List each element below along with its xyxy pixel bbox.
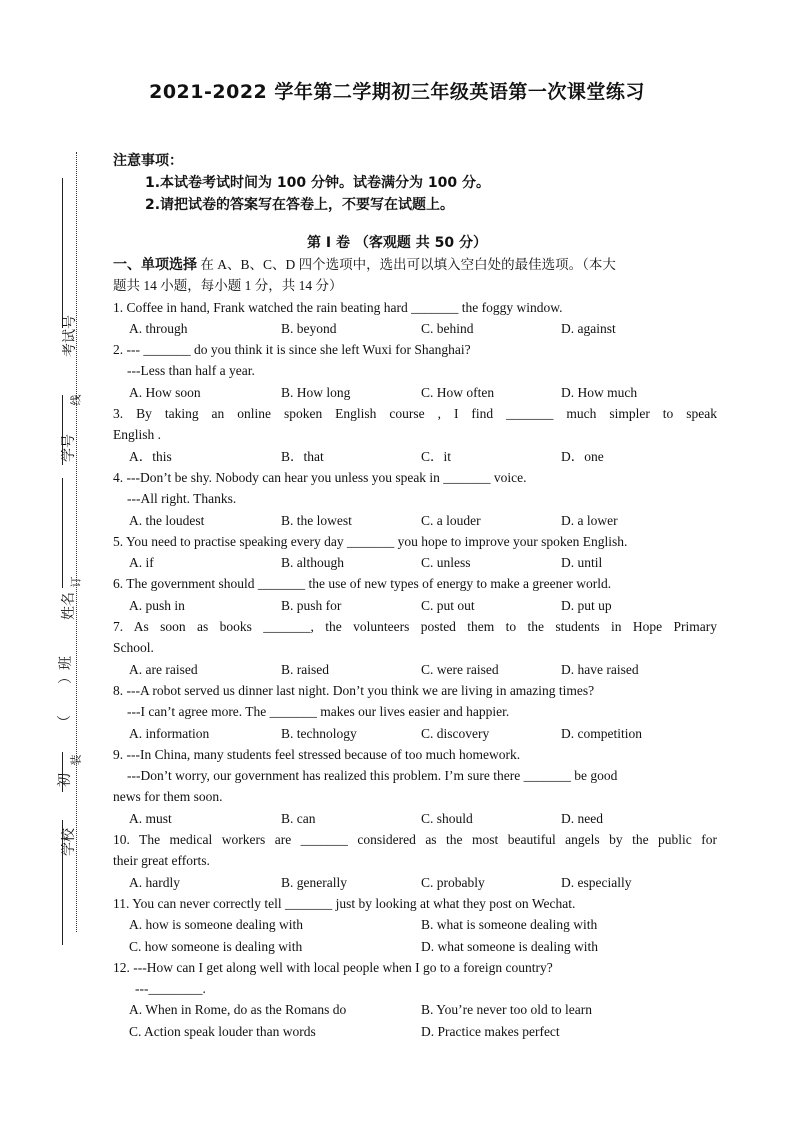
question-stem: 6. The government should _______ the use of new types of energy to make a greener world. bbox=[113, 576, 612, 592]
part1-instruction: 一、单项选择 在 A、B、C、D 四个选项中，选出可以填入空白处的最佳选项。（本大 bbox=[113, 257, 616, 273]
name-line bbox=[62, 478, 63, 588]
binding-dotted-line bbox=[76, 152, 77, 932]
option-c: C. probably bbox=[421, 874, 485, 890]
option-b: B. although bbox=[281, 555, 344, 571]
option-c: C. How often bbox=[421, 384, 495, 400]
option-a: A. push in bbox=[129, 597, 185, 613]
option-a: A. the loudest bbox=[129, 512, 205, 528]
question-dialogue: ---Don’t worry, our government has realized this problem. I’m sure there _______ be good bbox=[127, 768, 618, 784]
question-dialogue: ---I can’t agree more. The _______ makes our lives easier and happier. bbox=[127, 704, 510, 720]
option-b: B. How long bbox=[281, 384, 351, 400]
option-a: A. are raised bbox=[129, 661, 198, 677]
question-options bbox=[113, 446, 717, 467]
question-options bbox=[113, 1021, 717, 1042]
school-label: 学校 bbox=[61, 828, 77, 856]
option-b: B. what is someone dealing with bbox=[421, 917, 598, 933]
question-stem-cont: English . bbox=[113, 427, 162, 443]
option-a: A. if bbox=[129, 555, 154, 571]
paren-label: （ bbox=[57, 715, 73, 729]
option-c: C．it bbox=[421, 448, 452, 464]
question-stem: 2. --- _______ do you think it is since she left Wuxi for Shanghai? bbox=[113, 342, 471, 358]
option-c: C. a louder bbox=[421, 512, 481, 528]
option-c: C. how someone is dealing with bbox=[129, 938, 303, 954]
question-dialogue: ---Less than half a year. bbox=[127, 363, 255, 379]
option-d: D. especially bbox=[561, 874, 632, 890]
option-b: B. raised bbox=[281, 661, 329, 677]
notice-item: 2.请把试卷的答案写在答卷上，不要写在试题上。 bbox=[145, 197, 455, 213]
question-stem: 8. ---A robot served us dinner last night. Don’t you think we are living in amazing times? bbox=[113, 682, 595, 698]
option-b: B. can bbox=[281, 810, 316, 826]
name-label: 姓名 bbox=[61, 592, 77, 620]
question-stem-cont: School. bbox=[113, 640, 154, 656]
option-c: C. were raised bbox=[421, 661, 499, 677]
option-d: D．one bbox=[561, 448, 604, 464]
exam-no-label: 考试号 bbox=[62, 315, 78, 357]
option-b: B. beyond bbox=[281, 320, 337, 336]
option-b: B. the lowest bbox=[281, 512, 352, 528]
question-dialogue: ---________. bbox=[135, 981, 206, 997]
grade-label: 初 bbox=[57, 773, 73, 787]
option-a: A. hardly bbox=[129, 874, 180, 890]
question-options bbox=[113, 382, 717, 403]
option-c: C. unless bbox=[421, 555, 471, 571]
option-c: C. put out bbox=[421, 597, 475, 613]
option-a: A. information bbox=[129, 725, 210, 741]
question-options bbox=[113, 999, 717, 1020]
notice-block bbox=[113, 150, 490, 216]
question-stem-cont: their great efforts. bbox=[113, 853, 210, 869]
option-a: A. how is someone dealing with bbox=[129, 917, 303, 933]
mark-zhuang: 装 bbox=[69, 754, 83, 766]
question-list bbox=[113, 254, 717, 1042]
question-options bbox=[113, 595, 717, 616]
class-label: ）班 bbox=[58, 656, 74, 684]
option-a: A. When in Rome, do as the Romans do bbox=[129, 1002, 347, 1018]
option-c: C. behind bbox=[421, 320, 474, 336]
option-d: D. until bbox=[561, 555, 603, 571]
option-b: B. push for bbox=[281, 597, 342, 613]
page-title: 2021-2022 学年第二学期初三年级英语第一次课堂练习 bbox=[149, 81, 645, 103]
option-d: D. put up bbox=[561, 597, 612, 613]
question-stem: 4. ---Don’t be shy. Nobody can hear you unless you speak in _______ voice. bbox=[113, 469, 527, 485]
option-c: C. should bbox=[421, 810, 473, 826]
option-d: D. what someone is dealing with bbox=[421, 938, 598, 954]
part1-instruction-cont: 题共 14 小题，每小题 1 分，共 14 分） bbox=[113, 278, 343, 294]
mark-ding: 订 bbox=[69, 576, 83, 588]
option-d: D. against bbox=[561, 320, 616, 336]
question-options bbox=[113, 914, 717, 935]
question-dialogue: ---All right. Thanks. bbox=[127, 491, 237, 507]
section-title: 第 I 卷 （客观题 共 50 分） bbox=[307, 235, 487, 251]
option-b: B. You’re never too old to learn bbox=[421, 1002, 592, 1018]
question-options bbox=[113, 936, 717, 957]
option-c: C. discovery bbox=[421, 725, 490, 741]
option-d: D. competition bbox=[561, 725, 642, 741]
question-stem: 11. You can never correctly tell _______ just by looking at what they post on Wechat. bbox=[113, 895, 576, 911]
question-stem: 5. You need to practise speaking every day _______ you hope to improve your spoken English. bbox=[113, 533, 628, 549]
question-options bbox=[113, 552, 717, 573]
notice-heading: 注意事项： bbox=[113, 153, 183, 169]
question-stem: 1. Coffee in hand, Frank watched the rain beating hard _______ the foggy window. bbox=[113, 299, 563, 315]
question-options bbox=[113, 318, 717, 339]
question-stem: 9. ---In China, many students feel stressed because of too much homework. bbox=[113, 746, 521, 762]
student-no-label: 学号 bbox=[61, 434, 77, 462]
part1-label: 一、单项选择 bbox=[113, 257, 197, 273]
question-stem: 3. By taking an online spoken English course , I find _______ much simpler to speak bbox=[113, 406, 717, 422]
notice-item: 1.本试卷考试时间为 100 分钟。试卷满分为 100 分。 bbox=[145, 175, 491, 191]
mark-line: 线 bbox=[69, 394, 83, 406]
option-b: B. technology bbox=[281, 725, 357, 741]
option-d: D. have raised bbox=[561, 661, 639, 677]
option-a: A. through bbox=[129, 320, 188, 336]
question-stem: 10. The medical workers are _______ considered as the most beautiful angels by the public for bbox=[113, 832, 717, 848]
option-d: D. a lower bbox=[561, 512, 618, 528]
question-options bbox=[113, 872, 717, 893]
exam-no-line bbox=[62, 178, 63, 328]
option-b: B. generally bbox=[281, 874, 347, 890]
option-a: A．this bbox=[129, 448, 172, 464]
option-c: C. Action speak louder than words bbox=[129, 1023, 316, 1039]
binding-margin bbox=[0, 0, 110, 1123]
question-stem: 7. As soon as books _______, the volunteers posted them to the students in Hope Primary bbox=[113, 619, 717, 635]
option-a: A. How soon bbox=[129, 384, 201, 400]
option-d: D. Practice makes perfect bbox=[421, 1023, 560, 1039]
option-a: A. must bbox=[129, 810, 172, 826]
question-options bbox=[113, 723, 717, 744]
question-options bbox=[113, 510, 717, 531]
option-d: D. How much bbox=[561, 384, 638, 400]
question-options bbox=[113, 659, 717, 680]
question-options bbox=[113, 808, 717, 829]
question-stem: 12. ---How can I get along well with local people when I go to a foreign country? bbox=[113, 959, 553, 975]
option-d: D. need bbox=[561, 810, 603, 826]
option-b: B．that bbox=[281, 448, 324, 464]
question-dialogue-cont: news for them soon. bbox=[113, 789, 223, 805]
